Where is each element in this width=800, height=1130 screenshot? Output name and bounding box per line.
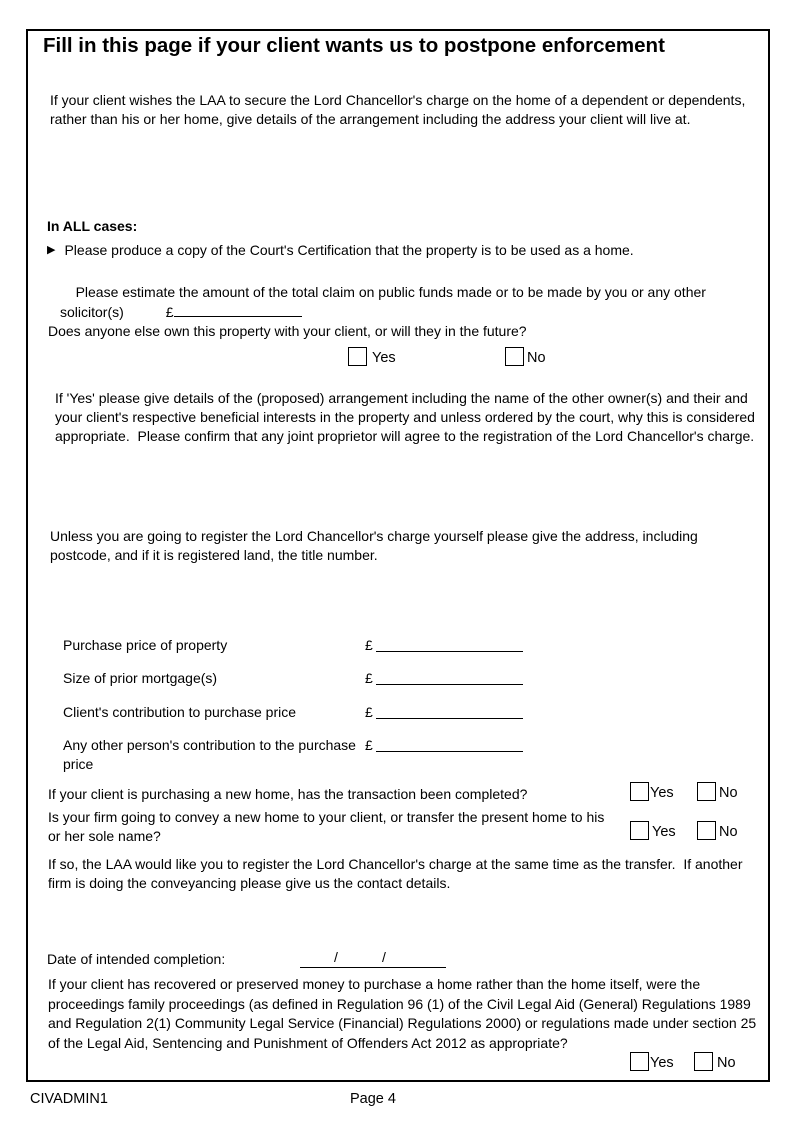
arrow-bullet-icon: ▶ [47,244,56,256]
transaction-no-checkbox[interactable] [697,782,716,801]
final-question-text: If your client has recovered or preserved money to purchase a home rather than the home itself, were the proceedings family proceedings (as defined in Regulation 96 (1) of the Civil Legal Aid (General) Regulations 1989 and Regulation 2(1) Community Legal Service (Financial) Regulations 2000) or regulations made under section 25 of the Legal Aid, Sentencing and Punishment of Offenders Act 2012 as appropriate? [48,976,761,1051]
pound-symbol: £ [165,304,174,320]
client-contribution-field[interactable] [376,703,523,719]
page-title: Fill in this page if your client wants us to postpone enforcement [43,34,665,57]
convey-no-label: No [719,824,738,840]
money-field-label: Purchase price of property [63,637,228,653]
footer-form-code: CIVADMIN1 [30,1091,108,1107]
pound-symbol: £ [365,737,373,753]
ownership-no-label: No [527,350,546,366]
ownership-yes-checkbox[interactable] [348,347,367,366]
money-field-label: Size of prior mortgage(s) [63,670,218,686]
money-field-row [63,636,523,655]
claim-amount-field[interactable] [166,302,302,322]
ownership-no-checkbox[interactable] [505,347,524,366]
transaction-question: If your client is purchasing a new home, has the transaction been completed? [48,786,528,802]
money-field-row [63,736,523,774]
court-certification-row [47,241,757,260]
transaction-yes-checkbox[interactable] [630,782,649,801]
footer-page-number: Page 4 [350,1091,396,1107]
pound-symbol: £ [365,670,373,686]
final-no-label: No [717,1055,736,1071]
all-cases-heading: In ALL cases: [47,218,138,234]
pound-symbol: £ [365,637,373,653]
convey-yes-checkbox[interactable] [630,821,649,840]
estimate-claim-text: Please estimate the amount of the total claim on public funds made or to be made by you or any other solicitor(s) [60,284,710,320]
final-yes-checkbox[interactable] [630,1052,649,1071]
transfer-note-text: If so, the LAA would like you to register the Lord Chancellor's charge at the same time as the transfer. If another firm is doing the conveyancing please give us the contact details. [48,856,747,891]
ownership-details-text: If 'Yes' please give details of the (proposed) arrangement including the name of the other owner(s) and their and your client's respective beneficial interests in the property and unless ordered by the court, why this is considered appropriate. Please confirm that any joint proprietor will agree to the registration of the Lord Chancellor's charge. [55,390,759,444]
convey-yes-label: Yes [652,824,676,840]
money-field-row [63,703,523,722]
completion-date-field[interactable] [300,949,446,968]
completion-date-label: Date of intended completion: [47,951,226,967]
pound-symbol: £ [365,704,373,720]
ownership-question: Does anyone else own this property with your client, or will they in the future? [48,323,527,339]
money-field-row [63,669,523,688]
completion-date-row [47,949,386,967]
money-field-label: Any other person's contribution to the purchase price [63,737,360,772]
other-contribution-field[interactable] [376,736,523,752]
date-slash-separator: / [382,949,386,965]
transaction-yes-label: Yes [650,785,674,801]
transaction-no-label: No [719,785,738,801]
court-certification-text: Please produce a copy of the Court's Certification that the property is to be used as a home. [64,242,634,258]
ownership-yes-label: Yes [372,350,396,366]
date-slash-separator: / [334,949,338,965]
intro-paragraph: If your client wishes the LAA to secure the Lord Chancellor's charge on the home of a dependent or dependents, rather than his or her home, give details of the arrangement including the address your client will live at. [50,92,750,127]
convey-question: Is your firm going to convey a new home to your client, or transfer the present home to his or her sole name? [48,809,609,844]
purchase-price-field[interactable] [376,636,523,652]
final-no-checkbox[interactable] [694,1052,713,1071]
register-charge-text: Unless you are going to register the Lord Chancellor's charge yourself please give the address, including postcode, and if it is registered land, the title number. [50,528,702,563]
prior-mortgage-field[interactable] [376,669,523,685]
convey-no-checkbox[interactable] [697,821,716,840]
final-yes-label: Yes [650,1055,674,1071]
money-field-label: Client's contribution to purchase price [63,704,297,720]
